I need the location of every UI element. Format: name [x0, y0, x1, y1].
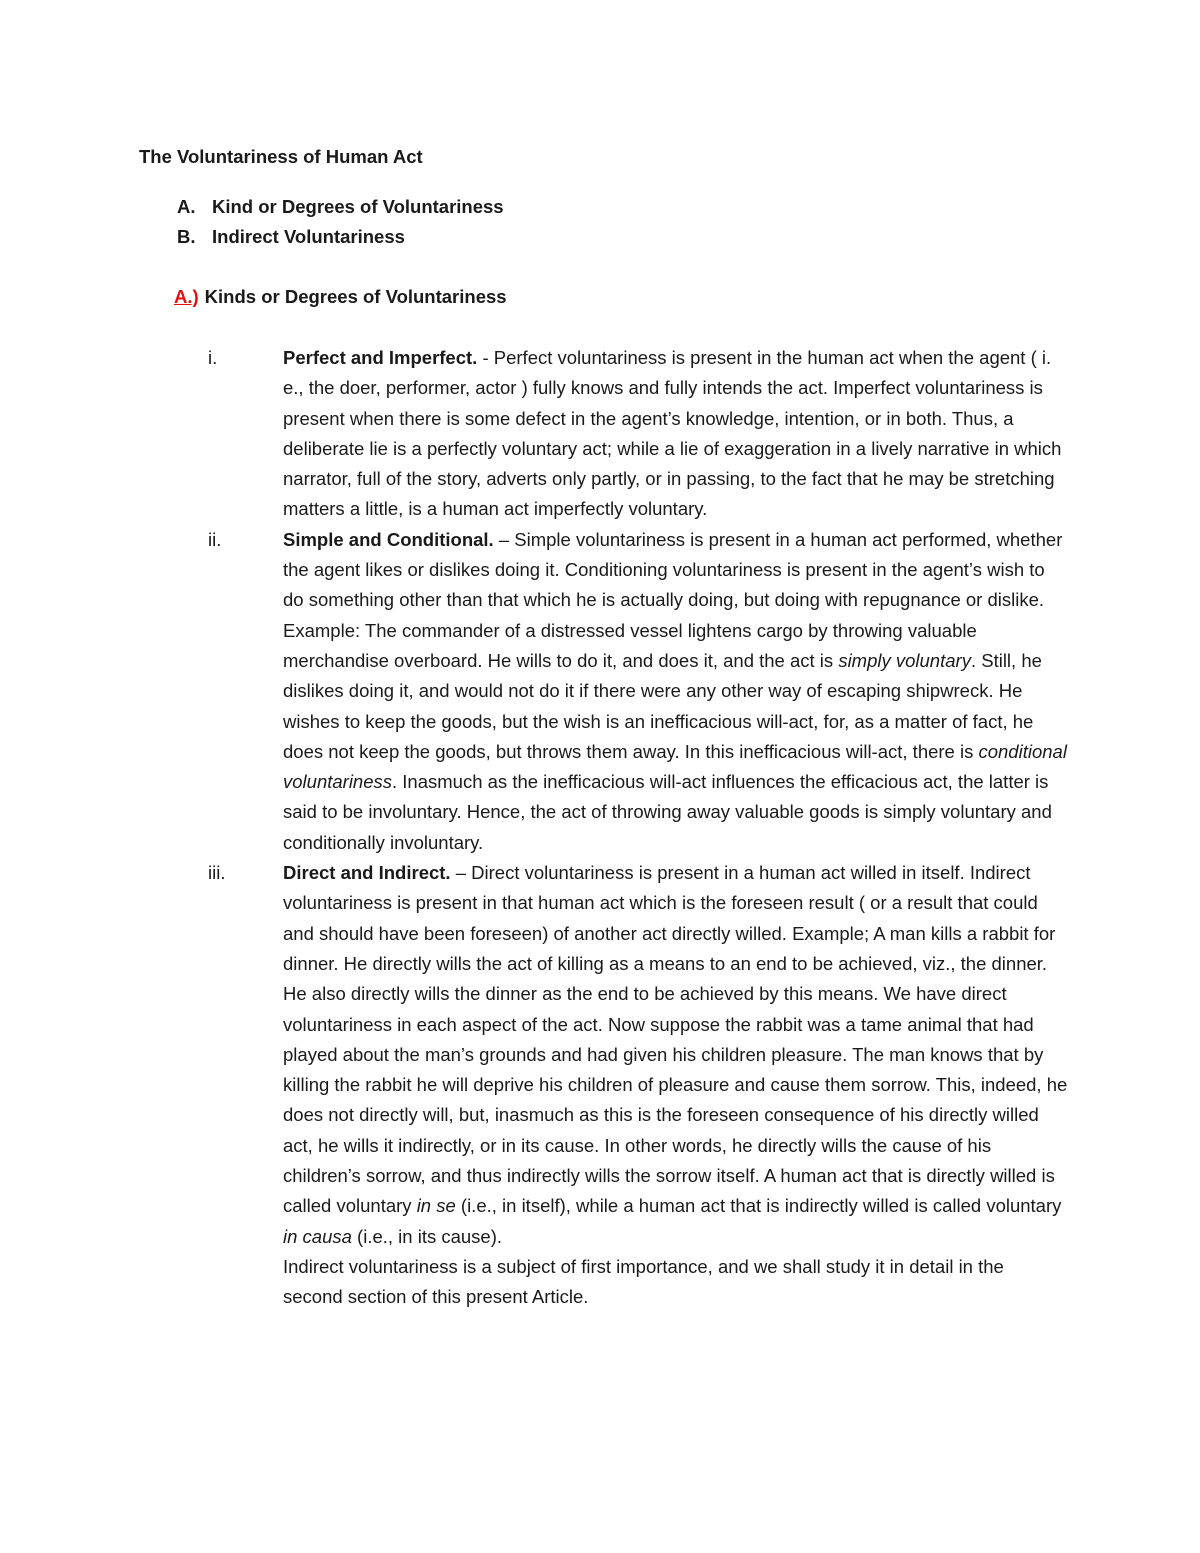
item-paragraph — [283, 343, 1068, 525]
item-emphasis: simply voluntary — [838, 649, 971, 671]
item-numeral: iii. — [208, 862, 226, 884]
item-text: – Direct voluntariness is present in a human act willed in itself. Indirect voluntariness is present in that human act which is the foreseen result ( or a result that could and should have been foreseen) of another act directly willed. Example; A man kills a rabbit for dinner. He directly wills the act of killing as a means to an end to be achieved, viz., the dinner. He also directly wills the dinner as the end to be achieved by this means. We have direct voluntariness in each aspect of the act. Now suppose the rabbit was a tame animal that had played about the man’s grounds and had given his children pleasure. The man knows that by killing the rabbit he will deprive his children of pleasure and cause them sorrow. This, indeed, he does not directly will, but, inasmuch as this is the foreseen consequence of his directly willed act, he wills it indirectly, or in its cause. In other words, he directly wills the cause of his children’s sorrow, and thus indirectly wills the sorrow itself. A human act that is directly willed is called voluntary — [283, 862, 1068, 1217]
outline-marker: B. — [177, 226, 196, 247]
item-numeral: i. — [208, 347, 218, 368]
list-item — [208, 858, 1068, 1312]
item-paragraph — [283, 525, 1068, 858]
degrees-list — [208, 343, 1068, 1313]
item-body — [283, 858, 1068, 1312]
item-body — [283, 525, 1068, 858]
outline-marker: A. — [177, 196, 196, 217]
item-lead: Direct and Indirect. — [283, 862, 451, 884]
item-text: . Inasmuch as the inefficacious will-act influences the efficacious act, the latter is said to be involuntary. Hence, the act of throwing away valuable goods is simply voluntary and conditionally involuntary. — [283, 771, 1052, 853]
item-text: – Simple voluntariness is present in a human act performed, whether the agent likes or dislikes doing it. Conditioning voluntariness is present in the agent’s wish to do something other than that which he is actually doing, but doing with repugnance or dislike. Example: The commander of a distressed vessel lightens cargo by throwing valuable merchandise overboard. He wills to do it, and does it, and the act is — [283, 528, 1063, 671]
item-lead: Perfect and Imperfect. — [283, 347, 478, 368]
section-heading — [174, 283, 507, 311]
item-lead: Simple and Conditional. — [283, 528, 494, 550]
document-title: The Voluntariness of Human Act — [139, 146, 423, 167]
item-closing-paragraph: Indirect voluntariness is a subject of first importance, and we shall study it in detail in the second section of this present Article. — [283, 1255, 1004, 1308]
list-item — [208, 525, 1068, 858]
item-text: - Perfect voluntariness is present in the human act when the agent ( i. e., the doer, performer, actor ) fully knows and fully intends the act. Imperfect voluntariness is present when there is some defect in the agent’s knowledge, intention, or in both. Thus, a deliberate lie is a perfectly voluntary act; while a lie of exaggeration in a lively narrative in which narrator, full of the story, adverts only partly, or in passing, to the fact that he may be stretching matters a little, is a human act imperfectly voluntary. — [283, 347, 1062, 520]
item-text: (i.e., in itself), while a human act that is indirectly willed is called voluntary — [455, 1195, 1062, 1217]
section-heading-text: Kinds or Degrees of Voluntariness — [204, 286, 507, 307]
outline-item — [177, 192, 504, 222]
item-emphasis: conditional voluntariness — [283, 740, 1067, 793]
item-numeral: ii. — [208, 528, 222, 550]
item-emphasis: in causa — [283, 1225, 352, 1247]
outline-list — [177, 192, 504, 252]
outline-label: Indirect Voluntariness — [212, 226, 405, 247]
item-body — [283, 343, 1068, 525]
item-emphasis: in se — [416, 1195, 456, 1217]
outline-label: Kind or Degrees of Voluntariness — [212, 196, 504, 217]
section-marker: A.) — [174, 286, 199, 307]
item-text: . Still, he dislikes doing it, and would not do it if there were any other way of escaping shipwreck. He wishes to keep the goods, but the wish is an inefficacious will-act, for, as a matter of fact, he does not keep the goods, but throws them away. In this inefficacious will-act, there is — [283, 649, 1042, 762]
outline-item — [177, 222, 504, 252]
list-item — [208, 343, 1068, 525]
item-text: (i.e., in its cause). — [351, 1225, 503, 1247]
item-paragraph — [283, 858, 1068, 1252]
